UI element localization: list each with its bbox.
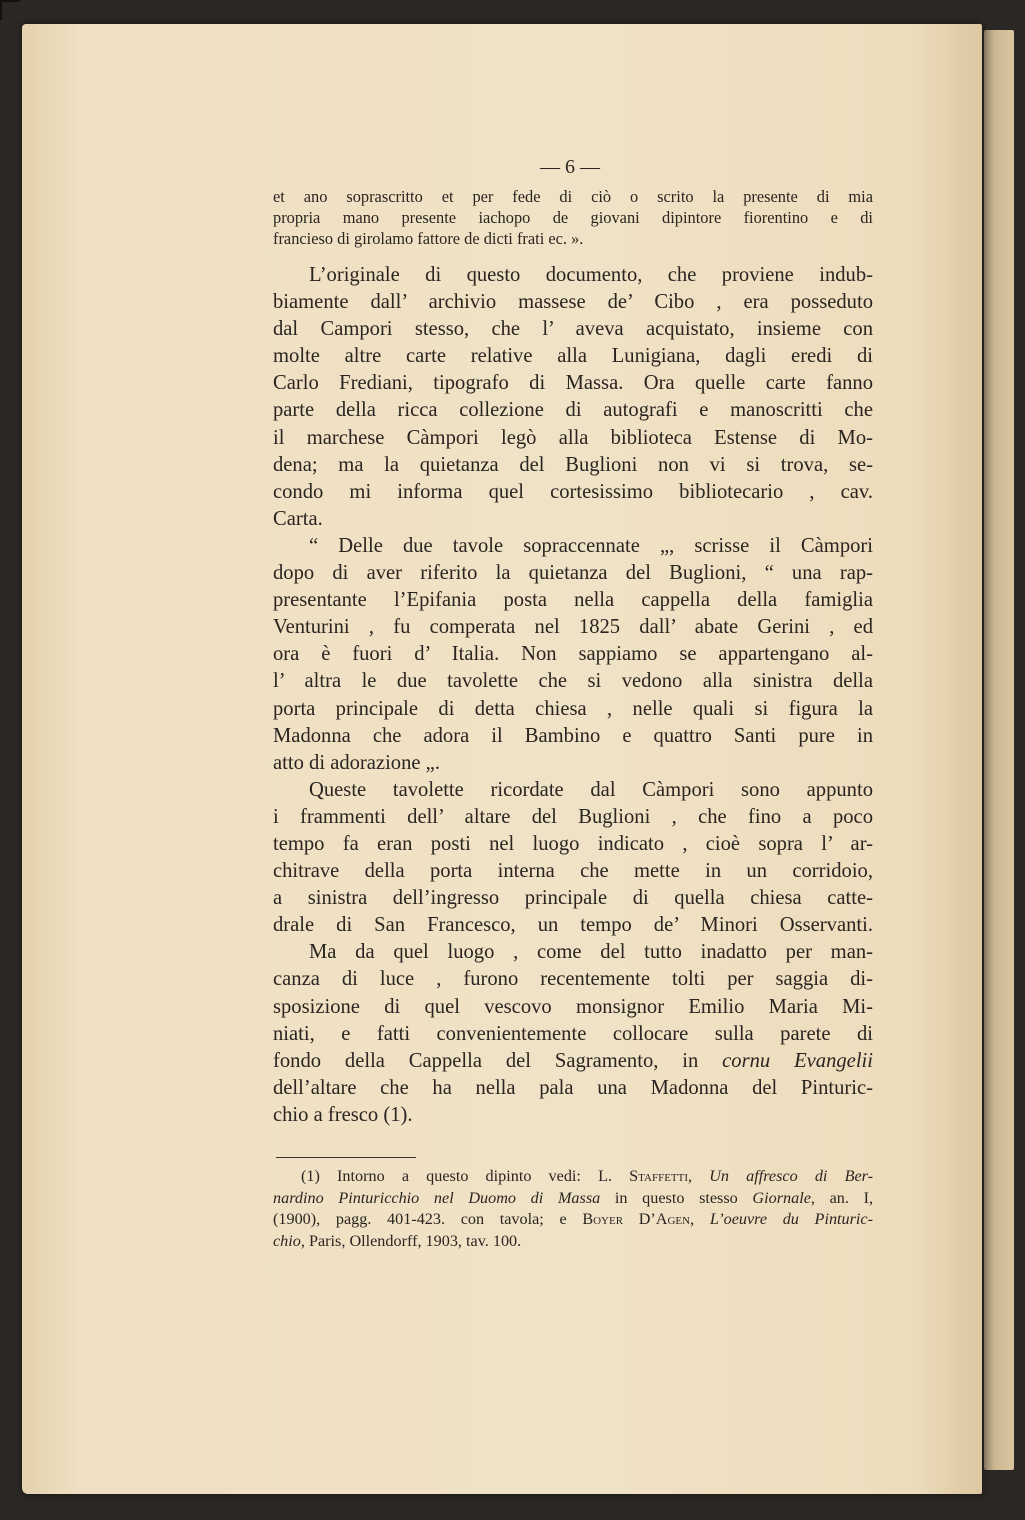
text-line: condo mi informa quel cortesissimo bibliotecario , cav. [273,480,873,503]
footnote-line [273,1166,873,1188]
quote-continuation [273,186,873,249]
text-segment: , [688,1167,693,1185]
crop-corner-mark [0,0,20,20]
footnote [273,1166,873,1252]
text-line: parte della ricca collezione di autografi e manoscritti che [273,399,873,422]
text-segment-italic: cornu Evangelii [722,1049,873,1072]
text-line: atto di adorazione „. [273,751,440,774]
text-line: canza di luce , furono recentemente tolti per saggia di- [273,968,873,991]
text-line: biamente dall’ archivio massese de’ Cibo , era posseduto [273,291,873,314]
text-line: Ma da quel luogo , come del tutto inadatto per man- [309,941,873,964]
text-line: porta principale di detta chiesa , nelle quali si figura la [273,697,873,720]
text-line: drale di San Francesco, un tempo de’ Minori Osservanti. [273,914,873,937]
text-line: “ Delle due tavole sopraccennate „, scrisse il Càmpori [309,534,873,557]
text-line: L’originale di questo documento, che proviene indub- [309,264,873,286]
title-italic: chio [273,1231,301,1250]
text-line: dena; ma la quietanza del Buglioni non vi si trova, se- [273,453,873,476]
author-name: Staffetti [629,1167,689,1185]
text-segment: , Paris, Ollendorff, 1903, tav. 100. [300,1231,522,1250]
text-line: Carta. [273,507,323,530]
text-line: francieso di girolamo fattore de dicti frati ec. ». [273,229,584,248]
text-line: chitrave della porta interna che mette in un corridoio, [273,860,873,883]
text-line: niati, e fatti convenientemente collocare sulla parete di [273,1022,873,1045]
text-segment: in questo stesso [614,1188,738,1207]
text-line: presentante l’Epifania posta nella cappella della famiglia [273,589,873,612]
title-italic: L’oeuvre du Pinturic- [709,1210,873,1228]
text-segment: fondo della Cappella del Sagramento, in [273,1049,699,1072]
text-line: propria mano presente iachopo de giovani dipintore fiorentino e di [273,208,873,227]
footnote-line [273,1231,873,1253]
text-line: chio a fresco (1). [273,1103,413,1126]
text-segment: (1) Intorno a questo dipinto vedi: L. [301,1167,613,1185]
journal-italic: Giornale [752,1188,811,1207]
footnote-line [273,1188,873,1210]
text-line: et ano soprascritto et per fede di ciò o scrito la presente di mia [273,187,873,206]
text-line: ora è fuori d’ Italia. Non sappiamo se appartengano al- [273,643,873,666]
next-page-edge [984,30,1014,1470]
text-line: i frammenti dell’ altare del Buglioni , che fino a poco [273,805,873,828]
title-italic: Un affresco di Ber- [709,1167,873,1185]
text-line: Queste tavolette ricordate dal Càmpori sono appunto [309,778,873,801]
text-line: l’ altra le due tavolette che si vedono alla sinistra della [273,670,873,693]
text-line: dal Campori stesso, che l’ aveva acquistato, insieme con [273,318,873,341]
text-line: dell’altare che ha nella pala una Madonna del Pinturic- [273,1076,873,1099]
text-segment: , [690,1210,695,1228]
footnote-rule [276,1157,416,1158]
text-line: Carlo Frediani, tipografo di Massa. Ora quelle carte fanno [273,372,873,395]
text-line: Madonna che adora il Bambino e quattro Santi pure in [273,724,873,747]
footnote-line [273,1209,873,1231]
text-segment: , an. I, [810,1188,873,1207]
text-segment: (1900), pagg. 401-423. con tavola; e [273,1210,567,1228]
text-line: il marchese Càmpori legò alla biblioteca Estense di Mo- [273,426,873,449]
text-line: molte altre carte relative alla Lunigiana, dagli eredi di [273,345,873,368]
text-line: a sinistra dell’ingresso principale di quella chiesa catte- [273,887,873,910]
text-line [273,1048,873,1075]
text-line: Venturini , fu comperata nel 1825 dall’ abate Gerini , ed [273,616,873,639]
author-name: Boyer D’Agen [582,1210,691,1228]
text-line: sposizione di quel vescovo monsignor Emilio Maria Mi- [273,995,873,1018]
page-number: — 6 — [540,156,600,178]
body-text [273,262,873,1129]
text-line: dopo di aver riferito la quietanza del Buglioni, “ una rap- [273,562,873,585]
text-line: tempo fa eran posti nel luogo indicato , cioè sopra l’ ar- [273,832,873,855]
title-italic: nardino Pinturicchio nel Duomo di Massa [273,1188,601,1207]
